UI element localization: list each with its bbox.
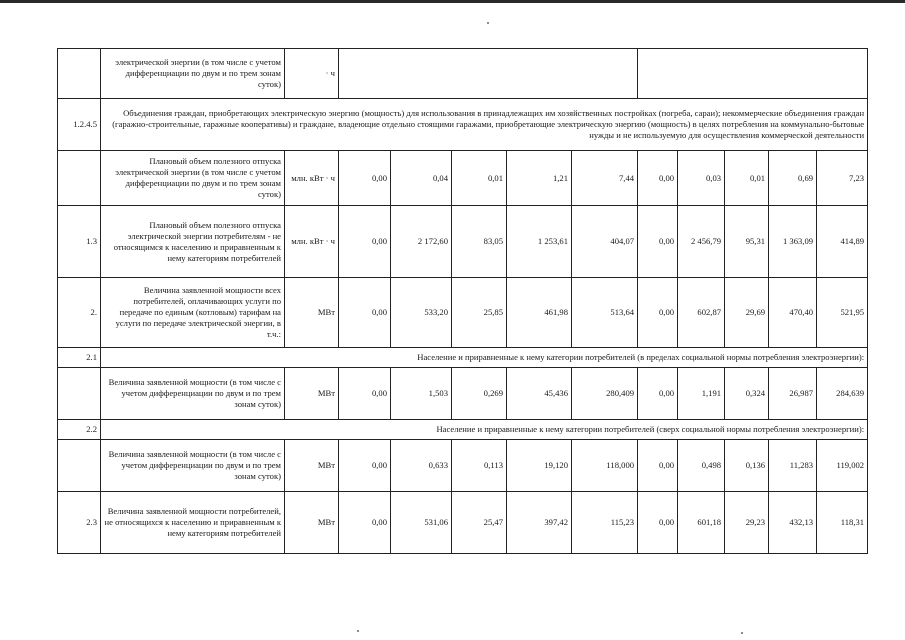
value-cell: 45,436 — [507, 368, 572, 420]
value-cell: 115,23 — [572, 492, 638, 554]
unit-of-measure: МВт — [285, 440, 339, 492]
section-row — [58, 420, 868, 440]
table-row — [58, 206, 868, 278]
value-cell: 0,01 — [725, 151, 769, 206]
value-cell: 531,06 — [391, 492, 452, 554]
indicator-description: Величина заявленной мощности (в том числе с учетом дифференциации по двум и по трем зонам суток) — [101, 368, 285, 420]
value-cell: 0,00 — [638, 440, 678, 492]
value-cell: 2 172,60 — [391, 206, 452, 278]
value-cell: 29,69 — [725, 278, 769, 348]
unit-of-measure: · ч — [285, 49, 339, 99]
value-cell: 7,44 — [572, 151, 638, 206]
value-cell: 0,69 — [769, 151, 817, 206]
value-cell: 2 456,79 — [678, 206, 725, 278]
indicator-description: электрической энергии (в том числе с учетом дифференциации по двум и по трем зонам суток) — [101, 49, 285, 99]
indicator-description: Величина заявленной мощности всех потребителей, оплачивающих услуги по передаче по единым (котловым) тарифам на услуги по передаче электрической энергии, в т.ч.: — [101, 278, 285, 348]
section-row — [58, 348, 868, 368]
table-row — [58, 49, 868, 99]
value-cell: 0,03 — [678, 151, 725, 206]
table-row — [58, 368, 868, 420]
row-code — [58, 151, 101, 206]
value-cell: 0,498 — [678, 440, 725, 492]
value-cell: 0,00 — [638, 278, 678, 348]
value-cell: 521,95 — [817, 278, 868, 348]
section-heading: Объединения граждан, приобретающих электрическую энергию (мощность) для использования в принадлежащих им хозяйственных постройках (погреба, сараи); некоммерческие объединения граждан (гаражно-строительные, гаражные кооперативы) и граждане, владеющие отдельно стоящими гаражами, приобретающие электрическую энергию (мощность) в целях потребления на коммунально-бытовые нужды и не используемую для осуществления коммерческой деятельности — [101, 99, 868, 151]
value-cell: 432,13 — [769, 492, 817, 554]
value-cell: 83,05 — [452, 206, 507, 278]
value-cell: 0,633 — [391, 440, 452, 492]
unit-of-measure: млн. кВт · ч — [285, 206, 339, 278]
value-cell: 19,120 — [507, 440, 572, 492]
value-cell: 0,00 — [339, 206, 391, 278]
value-cell: 0,00 — [339, 151, 391, 206]
table-row — [58, 151, 868, 206]
section-row — [58, 99, 868, 151]
value-cell: 284,639 — [817, 368, 868, 420]
section-heading: Население и приравненные к нему категории потребителей (в пределах социальной нормы потребления электроэнергии): — [101, 348, 868, 368]
value-cell: 1,503 — [391, 368, 452, 420]
value-cell: 0,00 — [638, 492, 678, 554]
unit-of-measure: МВт — [285, 492, 339, 554]
row-code — [58, 368, 101, 420]
indicator-description: Плановый объем полезного отпуска электрической энергии потребителям - не относящимся к населению и приравненным к нему категориям потребителей — [101, 206, 285, 278]
row-code: 2.3 — [58, 492, 101, 554]
indicator-description: Величина заявленной мощности потребителей, не относящихся к населению и приравненным к нему категориям потребителей — [101, 492, 285, 554]
empty-cell — [339, 49, 638, 99]
value-cell: 533,20 — [391, 278, 452, 348]
value-cell: 7,23 — [817, 151, 868, 206]
unit-of-measure: МВт — [285, 368, 339, 420]
tariff-table — [57, 48, 868, 554]
value-cell: 95,31 — [725, 206, 769, 278]
value-cell: 0,113 — [452, 440, 507, 492]
value-cell: 26,987 — [769, 368, 817, 420]
value-cell: 11,283 — [769, 440, 817, 492]
row-code: 2.1 — [58, 348, 101, 368]
value-cell: 119,002 — [817, 440, 868, 492]
value-cell: 601,18 — [678, 492, 725, 554]
value-cell: 0,00 — [339, 492, 391, 554]
value-cell: 0,00 — [339, 440, 391, 492]
value-cell: 29,23 — [725, 492, 769, 554]
table-row — [58, 492, 868, 554]
value-cell: 414,89 — [817, 206, 868, 278]
value-cell: 0,00 — [638, 206, 678, 278]
table-row — [58, 440, 868, 492]
value-cell: 0,00 — [638, 368, 678, 420]
value-cell: 461,98 — [507, 278, 572, 348]
empty-cell — [638, 49, 868, 99]
value-cell: 1 253,61 — [507, 206, 572, 278]
value-cell: 470,40 — [769, 278, 817, 348]
value-cell: 0,01 — [452, 151, 507, 206]
value-cell: 1,191 — [678, 368, 725, 420]
row-code: 1.2.4.5 — [58, 99, 101, 151]
row-code — [58, 440, 101, 492]
indicator-description: Величина заявленной мощности (в том числе с учетом дифференциации по двум и по трем зонам суток) — [101, 440, 285, 492]
value-cell: 602,87 — [678, 278, 725, 348]
value-cell: 118,31 — [817, 492, 868, 554]
scan-speck — [487, 22, 489, 24]
value-cell: 1 363,09 — [769, 206, 817, 278]
value-cell: 1,21 — [507, 151, 572, 206]
value-cell: 280,409 — [572, 368, 638, 420]
row-code: 1.3 — [58, 206, 101, 278]
value-cell: 0,00 — [339, 278, 391, 348]
unit-of-measure: млн. кВт · ч — [285, 151, 339, 206]
top-border-rule — [0, 0, 905, 3]
scan-speck — [357, 630, 359, 632]
value-cell: 0,269 — [452, 368, 507, 420]
section-heading: Население и приравненные к нему категории потребителей (сверх социальной нормы потребления электроэнергии): — [101, 420, 868, 440]
unit-of-measure: МВт — [285, 278, 339, 348]
value-cell: 0,00 — [339, 368, 391, 420]
value-cell: 25,47 — [452, 492, 507, 554]
row-code: 2.2 — [58, 420, 101, 440]
row-code: 2. — [58, 278, 101, 348]
table-row — [58, 278, 868, 348]
row-code — [58, 49, 101, 99]
indicator-description: Плановый объем полезного отпуска электрической энергии (в том числе с учетом дифференциации по двум и по трем зонам суток) — [101, 151, 285, 206]
value-cell: 118,000 — [572, 440, 638, 492]
value-cell: 0,136 — [725, 440, 769, 492]
value-cell: 25,85 — [452, 278, 507, 348]
value-cell: 0,04 — [391, 151, 452, 206]
scan-speck — [741, 632, 743, 634]
value-cell: 513,64 — [572, 278, 638, 348]
value-cell: 404,07 — [572, 206, 638, 278]
value-cell: 397,42 — [507, 492, 572, 554]
value-cell: 0,00 — [638, 151, 678, 206]
value-cell: 0,324 — [725, 368, 769, 420]
